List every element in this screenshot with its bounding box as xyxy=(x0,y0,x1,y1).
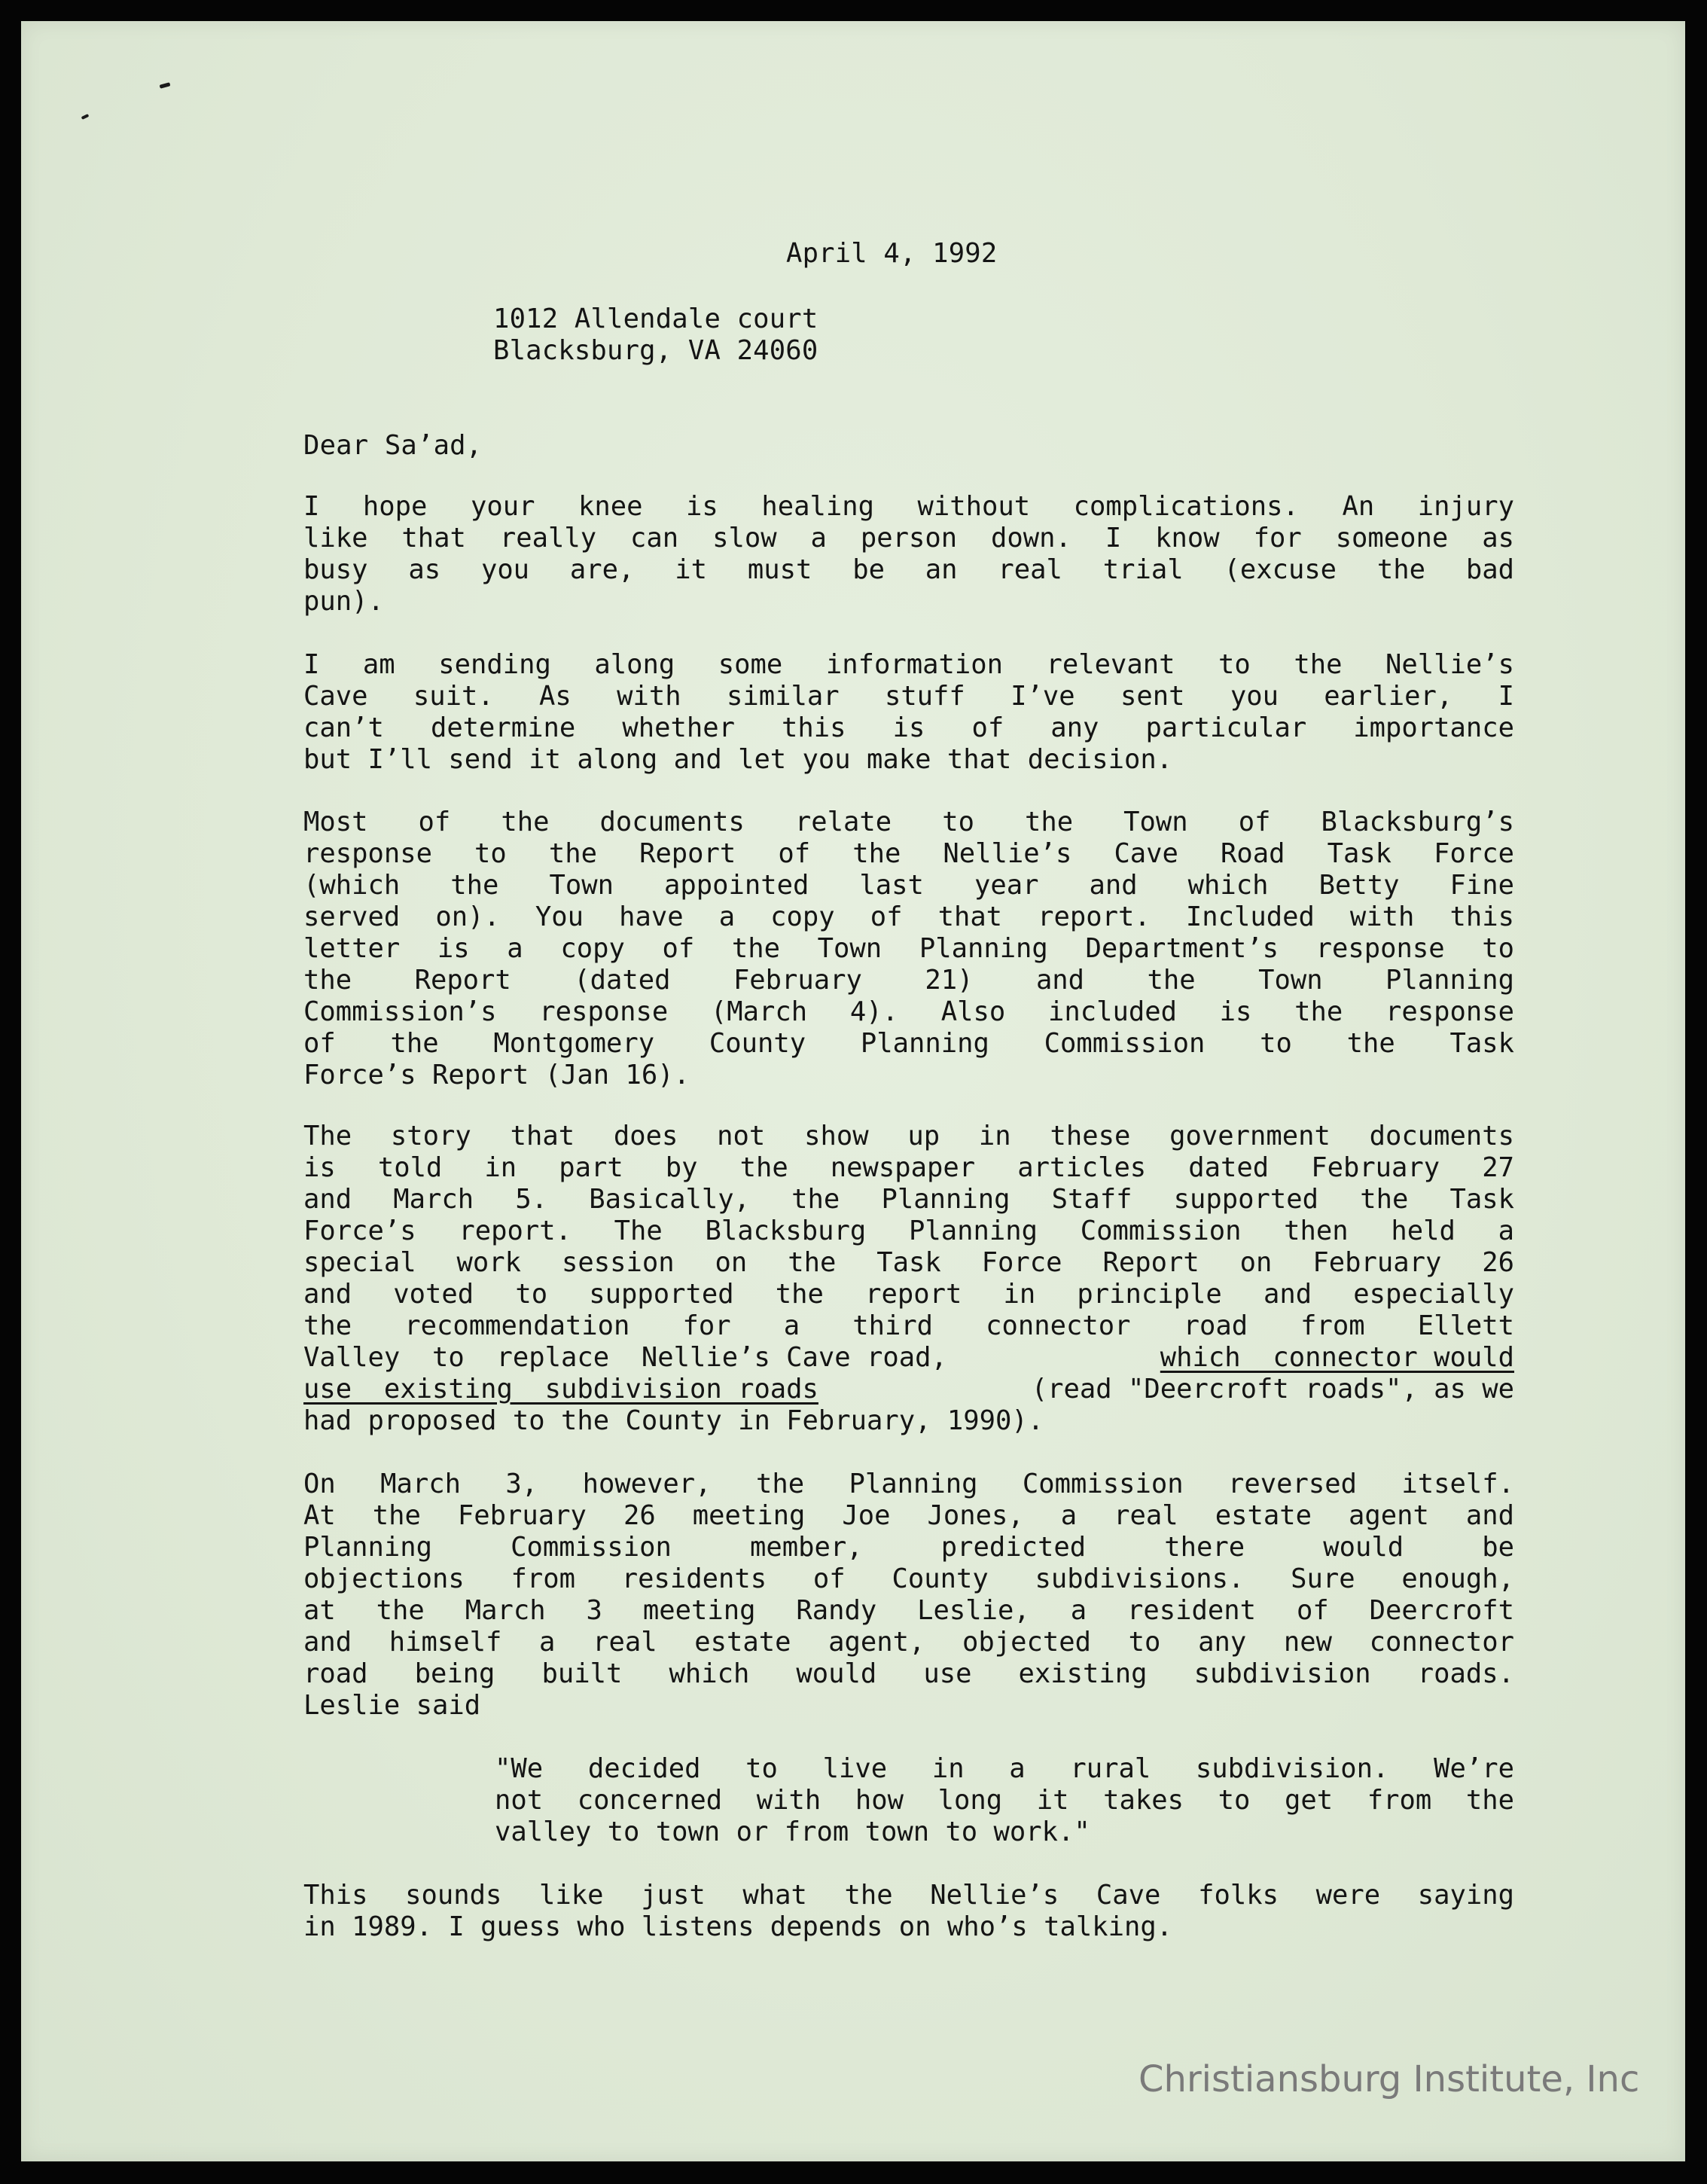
text-line: response to the Report of the Nellie’s Cave Road Task Force xyxy=(303,838,1514,869)
paragraph-1 xyxy=(303,491,1514,618)
text-line: Force’s report. The Blacksburg Planning Commission then held a xyxy=(303,1216,1514,1246)
ink-mark xyxy=(81,114,90,120)
text-line: in 1989. I guess who listens depends on who’s talking. xyxy=(303,1911,1173,1942)
text-line: Most of the documents relate to the Town of Blacksburg’s xyxy=(303,807,1514,837)
text-line: valley to town or from town to work." xyxy=(495,1816,1090,1847)
text-line: The story that does not show up in these government documents xyxy=(303,1121,1514,1151)
text-line: On March 3, however, the Planning Commission reversed itself. xyxy=(303,1469,1514,1499)
paragraph-2 xyxy=(303,649,1514,776)
address-line-1: 1012 Allendale court xyxy=(493,304,818,334)
paragraph-5 xyxy=(303,1469,1514,1722)
text-line xyxy=(303,1374,1514,1405)
text-line: Planning Commission member, predicted there would be xyxy=(303,1532,1514,1563)
text-line: at the March 3 meeting Randy Leslie, a resident of Deercroft xyxy=(303,1595,1514,1626)
text-line: road being built which would use existing subdivision roads. xyxy=(303,1658,1514,1689)
ink-mark xyxy=(160,82,171,88)
text-line: not concerned with how long it takes to get from the xyxy=(495,1785,1514,1816)
address-line-2: Blacksburg, VA 24060 xyxy=(493,335,818,366)
text-line: pun). xyxy=(303,586,384,617)
text-line: I hope your knee is healing without complications. An injury xyxy=(303,491,1514,522)
text-line: I am sending along some information relevant to the Nellie’s xyxy=(303,649,1514,680)
text-line: (which the Town appointed last year and which Betty Fine xyxy=(303,870,1514,901)
letter-date: April 4, 1992 xyxy=(786,238,998,269)
text-line: but I’ll send it along and let you make that decision. xyxy=(303,744,1173,775)
text-line: the recommendation for a third connector road from Ellett xyxy=(303,1310,1514,1341)
text-line: and March 5. Basically, the Planning Staff supported the Task xyxy=(303,1184,1514,1215)
block-quote xyxy=(495,1753,1514,1848)
text-line: letter is a copy of the Town Planning Department’s response to xyxy=(303,933,1514,964)
text-line: and voted to supported the report in principle and especially xyxy=(303,1279,1514,1310)
text-line: of the Montgomery County Planning Commission to the Task xyxy=(303,1028,1514,1059)
text-line: Cave suit. As with similar stuff I’ve sent you earlier, I xyxy=(303,681,1514,712)
paragraph-6 xyxy=(303,1880,1514,1943)
text-line: and himself a real estate agent, objected to any new connector xyxy=(303,1627,1514,1658)
underlined-text: use existing subdivision roads xyxy=(303,1374,818,1405)
text-line: the Report (dated February 21) and the Town Planning xyxy=(303,965,1514,996)
text-segment: (read "Deercroft roads", as we xyxy=(1015,1374,1514,1405)
text-line: served on). You have a copy of that report. Included with this xyxy=(303,901,1514,932)
salutation: Dear Sa’ad, xyxy=(303,430,483,461)
text-line: like that really can slow a person down. I know for someone as xyxy=(303,523,1514,554)
text-line: special work session on the Task Force Report on February 26 xyxy=(303,1247,1514,1278)
text-line: had proposed to the County in February, 1990). xyxy=(303,1405,1044,1436)
text-line: "We decided to live in a rural subdivision. We’re xyxy=(495,1753,1514,1784)
paragraph-3 xyxy=(303,807,1514,1091)
text-line: busy as you are, it must be an real trial (excuse the bad xyxy=(303,554,1514,585)
text-segment: Valley to replace Nellie’s Cave road, xyxy=(303,1342,964,1373)
text-line xyxy=(303,1342,1514,1374)
text-line: Commission’s response (March 4). Also included is the response xyxy=(303,996,1514,1027)
text-line: objections from residents of County subdivisions. Sure enough, xyxy=(303,1563,1514,1594)
text-line: Leslie said xyxy=(303,1690,481,1721)
underlined-text: which connector would xyxy=(1160,1342,1514,1373)
watermark: Christiansburg Institute, Inc xyxy=(1139,2058,1640,2100)
text-line: can’t determine whether this is of any particular importance xyxy=(303,712,1514,743)
paragraph-4 xyxy=(303,1121,1514,1437)
text-line: Force’s Report (Jan 16). xyxy=(303,1060,690,1090)
text-line: is told in part by the newspaper articles dated February 27 xyxy=(303,1152,1514,1183)
text-line: At the February 26 meeting Joe Jones, a real estate agent and xyxy=(303,1500,1514,1531)
text-line: This sounds like just what the Nellie’s Cave folks were saying xyxy=(303,1880,1514,1911)
